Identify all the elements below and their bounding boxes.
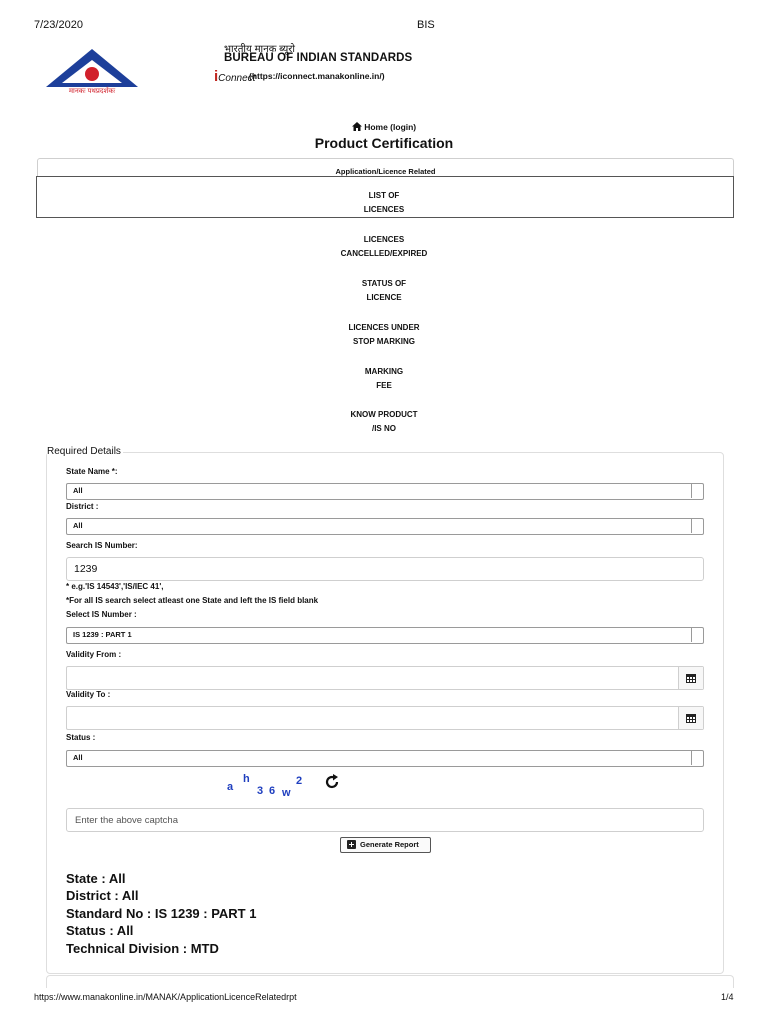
validity-from-label: Validity From : — [66, 650, 122, 659]
calendar-icon — [686, 713, 696, 723]
search-is-help-note: *For all IS search select atleast one State and left the IS field blank — [66, 596, 319, 605]
print-url: https://www.manakonline.in/MANAK/ApplicationLicenceRelatedrpt — [34, 992, 297, 1002]
logo-motto: मानकः पथप्रदर्शकः — [68, 88, 116, 95]
search-is-value: 1239 — [74, 563, 98, 575]
state-name-label: State Name *: — [66, 467, 118, 476]
menu-list-of-licences[interactable]: LIST OF LICENCES — [363, 191, 405, 214]
summary-standard: Standard No : IS 1239 : PART 1 — [66, 906, 257, 921]
captcha-input[interactable] — [66, 808, 704, 832]
captcha-image: a h 3 6 w 2 — [227, 773, 303, 799]
status-label: Status : — [66, 733, 96, 742]
tab-application-licence-related[interactable]: Application/Licence Related — [335, 167, 436, 176]
menu-licences-cancelled-expired[interactable]: LICENCES CANCELLED/EXPIRED — [340, 235, 428, 258]
search-is-label: Search IS Number: — [66, 541, 138, 550]
district-label: District : — [66, 502, 99, 511]
home-login-link[interactable] — [0, 122, 768, 132]
summary-state: State : All — [66, 871, 126, 886]
district-select[interactable] — [66, 518, 704, 535]
select-is-label: Select IS Number : — [66, 610, 137, 619]
print-page-number: 1/4 — [721, 992, 734, 1002]
search-is-example-note: * e.g.'IS 14543','IS/IEC 41', — [66, 582, 164, 591]
org-name: BUREAU OF INDIAN STANDARDS — [224, 52, 413, 64]
dropdown-icon — [691, 627, 703, 642]
captcha-refresh-button[interactable] — [323, 773, 341, 791]
menu-licences-under-stop-marking[interactable]: LICENCES UNDER STOP MARKING — [348, 323, 420, 346]
print-date: 7/23/2020 — [34, 19, 83, 31]
dropdown-icon — [691, 750, 703, 765]
dropdown-icon — [691, 518, 703, 533]
hindi-org-name: भारतीय मानक ब्यूरो — [224, 44, 295, 55]
search-is-input[interactable] — [66, 557, 704, 581]
summary-status: Status : All — [66, 923, 134, 938]
validity-from-input[interactable] — [66, 666, 704, 690]
generate-report-label: Generate Report — [360, 840, 419, 849]
page-title: Product Certification — [314, 135, 454, 151]
generate-report-button[interactable] — [340, 837, 431, 853]
bis-logo — [42, 47, 142, 99]
district-select-value: All — [73, 521, 83, 530]
menu-marking-fee[interactable]: MARKING FEE — [364, 367, 404, 390]
iconnect-text: Connect — [218, 73, 256, 84]
validity-to-calendar-button[interactable] — [678, 707, 703, 729]
select-is-value: IS 1239 : PART 1 — [73, 630, 132, 639]
home-label: Home (login) — [364, 122, 417, 132]
calendar-icon — [686, 673, 696, 683]
required-details-legend: Required Details — [47, 446, 121, 457]
home-icon — [352, 122, 362, 131]
menu-status-of-licence[interactable]: STATUS OF LICENCE — [361, 279, 407, 302]
validity-to-label: Validity To : — [66, 690, 111, 699]
validity-from-calendar-button[interactable] — [678, 667, 703, 689]
iconnect-url-link[interactable]: (https://iconnect.manakonline.in/) — [249, 71, 385, 81]
validity-to-input[interactable] — [66, 706, 704, 730]
results-panel — [46, 975, 734, 988]
select-is-select[interactable] — [66, 627, 704, 644]
state-select-value: All — [73, 486, 83, 495]
summary-district: District : All — [66, 888, 139, 903]
dropdown-icon — [691, 483, 703, 498]
menu-know-product-is-no[interactable]: KNOW PRODUCT /IS NO — [350, 410, 418, 433]
state-select[interactable] — [66, 483, 704, 500]
captcha-placeholder: Enter the above captcha — [75, 815, 178, 826]
status-select-value: All — [73, 753, 83, 762]
print-title: BIS — [417, 19, 435, 31]
status-select[interactable] — [66, 750, 704, 767]
plus-square-icon — [347, 840, 356, 849]
summary-technical-division: Technical Division : MTD — [66, 941, 219, 956]
refresh-icon — [323, 773, 341, 791]
iconnect-i: i — [214, 68, 219, 85]
